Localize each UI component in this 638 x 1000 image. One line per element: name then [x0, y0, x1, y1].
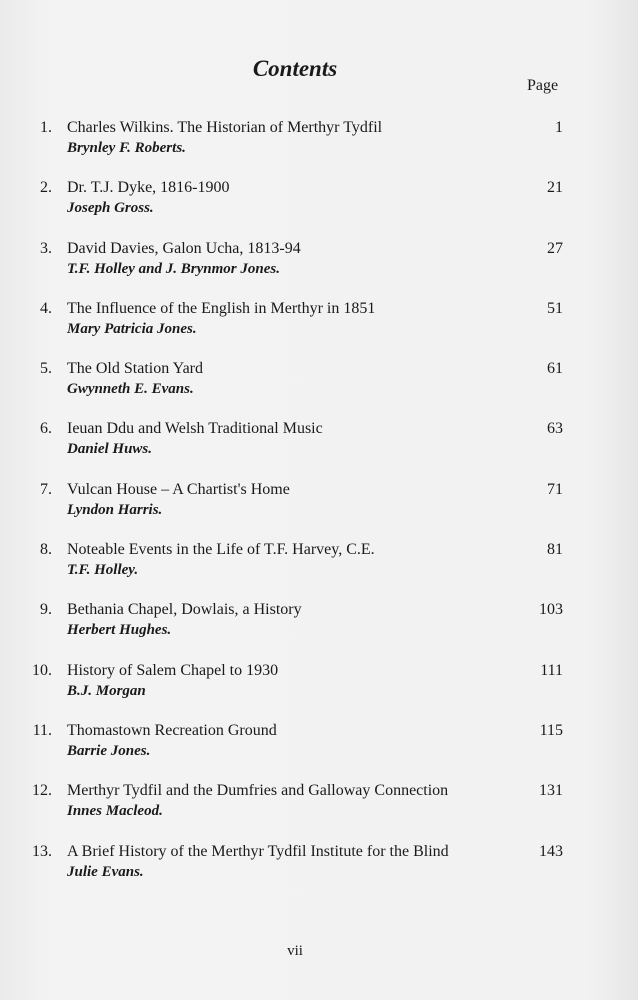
entry-page: 1 — [555, 119, 563, 136]
entry-page: 27 — [547, 239, 563, 257]
entry-title: David Davies, Galon Ucha, 1813-94 — [67, 239, 301, 257]
page-column-label: Page — [527, 77, 559, 94]
entry-number: 9. — [40, 601, 52, 619]
contents-entry — [0, 117, 638, 177]
entry-number: 10. — [32, 661, 52, 679]
contents-entry — [0, 841, 638, 901]
entry-number: 4. — [40, 299, 52, 317]
entry-page: 103 — [539, 601, 563, 619]
entry-page: 115 — [539, 721, 563, 739]
contents-entry — [0, 660, 638, 720]
entry-number: 6. — [40, 420, 52, 438]
entry-page: 21 — [547, 179, 563, 197]
entry-page: 51 — [547, 299, 563, 317]
entry-author: T.F. Holley. — [67, 562, 139, 579]
entry-number: 1. — [40, 119, 52, 136]
entry-title: Charles Wilkins. The Historian of Merthyr Tydfil — [67, 119, 383, 136]
contents-entry — [0, 780, 638, 840]
entry-page: 143 — [539, 842, 563, 860]
entry-number: 8. — [40, 541, 52, 559]
page-folio: vii — [287, 943, 303, 959]
contents-entry — [0, 539, 638, 599]
entry-author: T.F. Holley and J. Brynmor Jones. — [67, 260, 280, 277]
entry-page: 63 — [547, 420, 563, 438]
contents-entry — [0, 358, 638, 418]
entry-number: 2. — [40, 179, 52, 197]
contents-entry — [0, 720, 638, 780]
entry-author: Gwynneth E. Evans. — [67, 381, 194, 398]
entry-author: Joseph Gross. — [67, 200, 154, 217]
entry-author: Brynley F. Roberts. — [67, 140, 186, 156]
contents-entry — [0, 177, 638, 237]
entry-author: B.J. Morgan — [67, 682, 146, 699]
entry-title: The Influence of the English in Merthyr in 1851 — [67, 299, 376, 317]
entry-title: Vulcan House – A Chartist's Home — [67, 480, 290, 498]
contents-entry — [0, 298, 638, 358]
entry-title: A Brief History of the Merthyr Tydfil Institute for the Blind — [67, 842, 449, 860]
entry-title: Noteable Events in the Life of T.F. Harvey, C.E. — [67, 541, 375, 559]
entry-author: Mary Patricia Jones. — [67, 320, 197, 337]
contents-entry — [0, 599, 638, 659]
contents-list — [0, 117, 638, 901]
entry-title: Bethania Chapel, Dowlais, a History — [67, 601, 302, 619]
entry-number: 13. — [32, 842, 52, 860]
entry-title: Thomastown Recreation Ground — [67, 721, 277, 739]
entry-page: 81 — [547, 541, 563, 559]
entry-page: 61 — [547, 360, 563, 378]
entry-title: Merthyr Tydfil and the Dumfries and Galloway Connection — [67, 782, 449, 800]
contents-entry — [0, 238, 638, 298]
entry-page: 131 — [539, 782, 563, 800]
entry-author: Lyndon Harris. — [67, 501, 163, 518]
entry-number: 5. — [40, 360, 52, 378]
entry-number: 3. — [40, 239, 52, 257]
entry-page: 111 — [540, 661, 563, 679]
entry-author: Herbert Hughes. — [67, 622, 172, 639]
entry-author: Barrie Jones. — [67, 742, 151, 759]
page-title: Contents — [252, 56, 338, 81]
entry-author: Julie Evans. — [67, 863, 144, 880]
entry-number: 12. — [32, 782, 52, 800]
entry-number: 7. — [40, 480, 52, 498]
contents-entry — [0, 479, 638, 539]
entry-title: History of Salem Chapel to 1930 — [67, 661, 279, 679]
entry-number: 11. — [32, 721, 52, 739]
entry-title: The Old Station Yard — [67, 360, 203, 378]
entry-author: Innes Macleod. — [67, 803, 163, 820]
entry-author: Daniel Huws. — [67, 441, 153, 458]
contents-entry — [0, 418, 638, 478]
entry-page: 71 — [547, 480, 563, 498]
entry-title: Dr. T.J. Dyke, 1816-1900 — [67, 179, 230, 197]
entry-title: Ieuan Ddu and Welsh Traditional Music — [67, 420, 323, 438]
